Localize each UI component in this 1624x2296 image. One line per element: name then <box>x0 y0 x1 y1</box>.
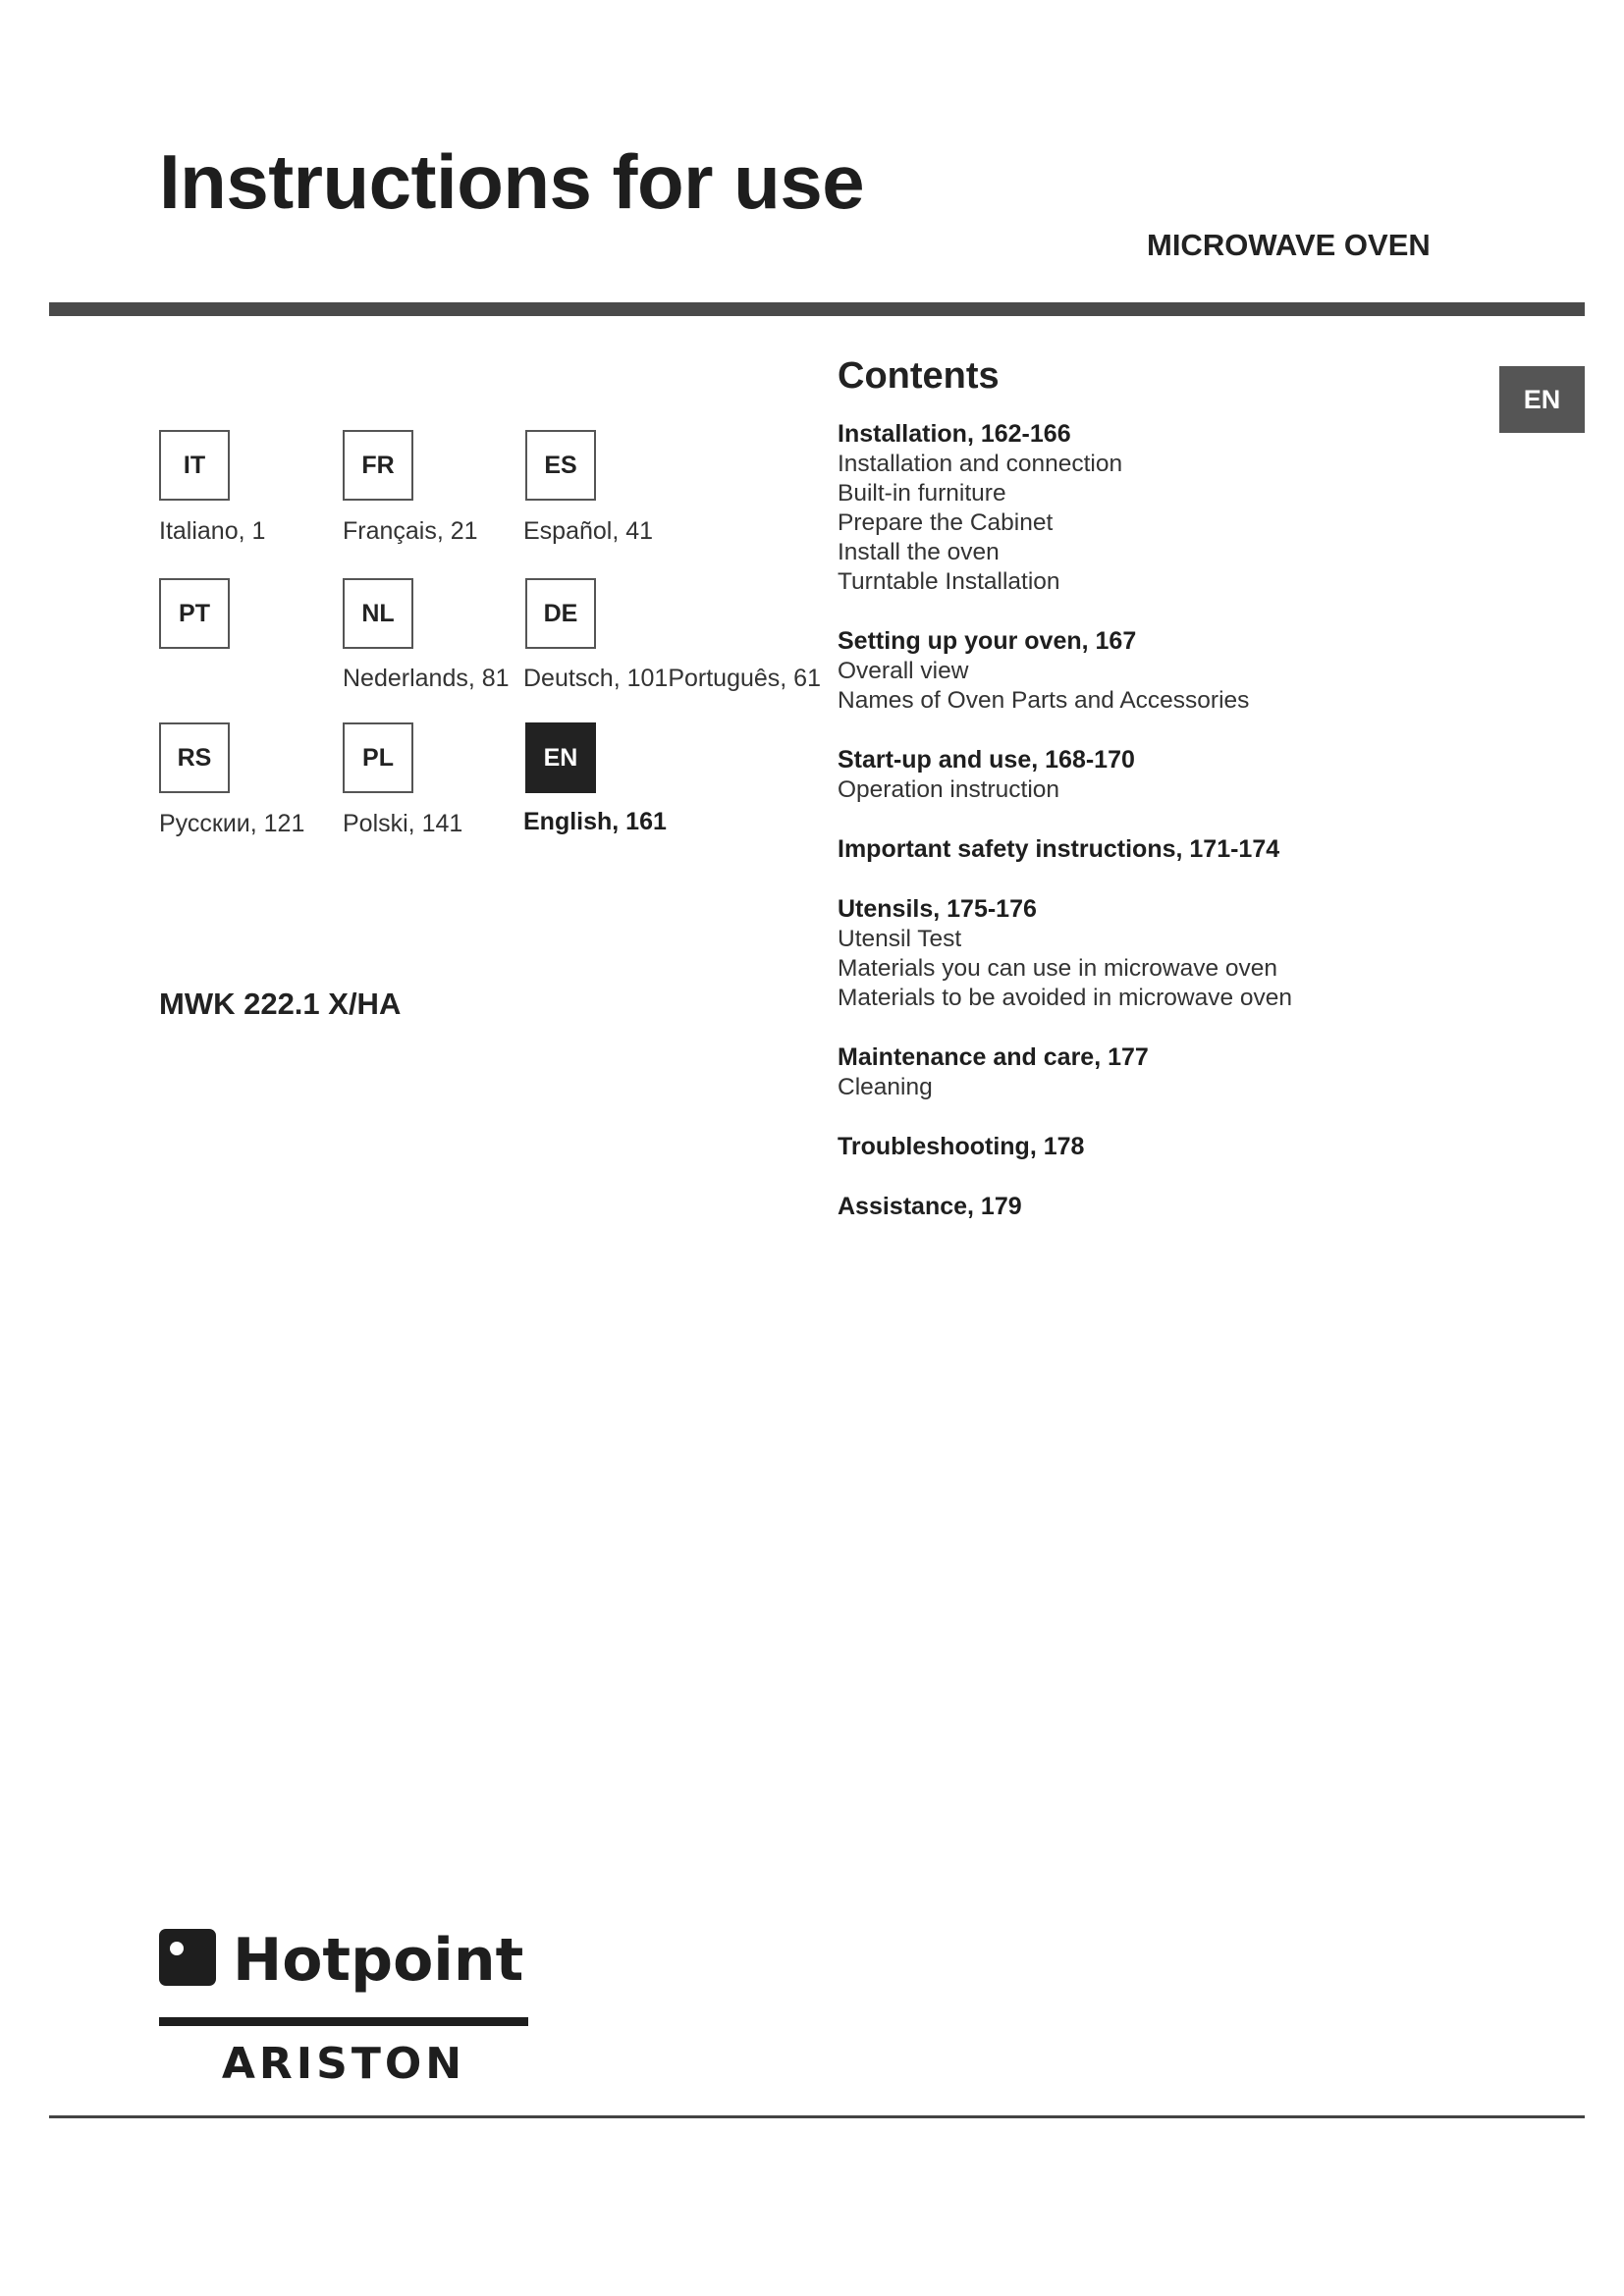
contents-heading: Contents <box>838 355 1000 397</box>
lang-box-pt[interactable]: PT <box>159 578 230 649</box>
toc-section-installation <box>838 419 1466 597</box>
logo-wordmark-bottom: ARISTON <box>221 2039 466 2086</box>
lang-label-de[interactable]: Deutsch, 101Português, 61 <box>523 665 821 692</box>
lang-label-nl[interactable]: Nederlands, 81 <box>343 665 510 692</box>
lang-label-es[interactable]: Español, 41 <box>523 517 654 545</box>
footer-divider <box>49 2115 1585 2118</box>
toc-section-start-up <box>838 745 1466 805</box>
toc-item[interactable]: Overall view <box>838 658 969 684</box>
model-number: MWK 222.1 X/HA <box>159 987 402 1021</box>
lang-box-nl[interactable]: NL <box>343 578 413 649</box>
toc-heading[interactable]: Utensils, 175-176 <box>838 895 1037 923</box>
lang-label-pl[interactable]: Polski, 141 <box>343 810 463 837</box>
lang-box-fr[interactable]: FR <box>343 430 413 501</box>
toc-heading[interactable]: Setting up your oven, 167 <box>838 627 1137 655</box>
lang-label-it[interactable]: Italiano, 1 <box>159 517 266 545</box>
lang-label-en[interactable]: English, 161 <box>523 808 667 835</box>
toc-item[interactable]: Built-in furniture <box>838 480 1006 507</box>
toc-heading[interactable]: Maintenance and care, 177 <box>838 1043 1149 1071</box>
toc-heading[interactable]: Troubleshooting, 178 <box>838 1133 1085 1160</box>
product-type: MICROWAVE OVEN <box>1147 228 1431 262</box>
toc-item[interactable]: Cleaning <box>838 1074 933 1100</box>
toc-section-setting-up <box>838 626 1466 716</box>
toc-item[interactable]: Operation instruction <box>838 776 1060 803</box>
lang-box-de[interactable]: DE <box>525 578 596 649</box>
toc-item[interactable]: Install the oven <box>838 539 1000 565</box>
toc-section-assistance <box>838 1192 1466 1222</box>
lang-box-it[interactable]: IT <box>159 430 230 501</box>
logo-divider <box>159 2017 528 2026</box>
toc-item[interactable]: Installation and connection <box>838 451 1123 477</box>
logo-square-icon <box>159 1929 216 1986</box>
hotpoint-ariston-logo <box>159 1929 528 2086</box>
toc-section-troubleshooting <box>838 1132 1466 1162</box>
toc-section-utensils <box>838 894 1466 1013</box>
toc-heading[interactable]: Start-up and use, 168-170 <box>838 746 1135 774</box>
lang-box-rs[interactable]: RS <box>159 722 230 793</box>
table-of-contents <box>838 355 1466 1252</box>
toc-item[interactable]: Materials to be avoided in microwave oven <box>838 985 1293 1011</box>
toc-item[interactable]: Names of Oven Parts and Accessories <box>838 687 1250 714</box>
toc-item[interactable]: Materials you can use in microwave oven <box>838 955 1278 982</box>
header-divider <box>49 302 1585 316</box>
toc-heading[interactable]: Important safety instructions, 171-174 <box>838 835 1280 863</box>
brand-logo <box>159 1929 528 2086</box>
lang-box-pl[interactable]: PL <box>343 722 413 793</box>
toc-section-safety <box>838 834 1466 865</box>
toc-item[interactable]: Turntable Installation <box>838 568 1060 595</box>
lang-label-fr[interactable]: Français, 21 <box>343 517 478 545</box>
lang-box-es[interactable]: ES <box>525 430 596 501</box>
lang-box-en[interactable]: EN <box>525 722 596 793</box>
page-title: Instructions for use <box>159 138 865 225</box>
language-tab: EN <box>1499 366 1585 433</box>
lang-label-rs[interactable]: Русскии, 121 <box>159 810 305 837</box>
logo-wordmark-top: Hotpoint <box>233 1929 524 1995</box>
toc-item[interactable]: Utensil Test <box>838 926 962 952</box>
toc-item[interactable]: Prepare the Cabinet <box>838 509 1054 536</box>
toc-heading[interactable]: Installation, 162-166 <box>838 420 1071 448</box>
toc-section-maintenance <box>838 1042 1466 1102</box>
toc-heading[interactable]: Assistance, 179 <box>838 1193 1022 1220</box>
